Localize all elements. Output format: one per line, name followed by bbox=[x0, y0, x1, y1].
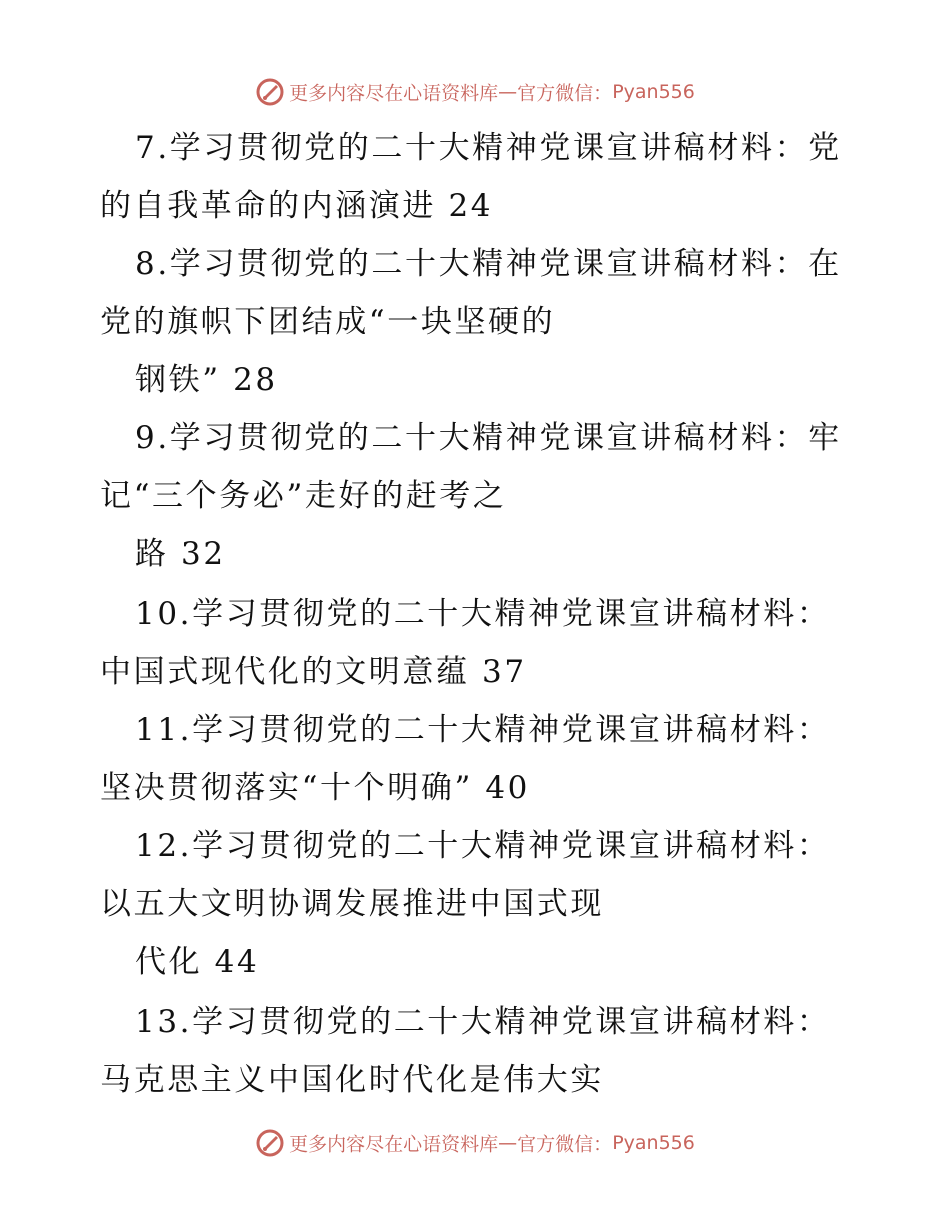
toc-entry-7-title: 7.学习贯彻党的二十大精神党课宣讲稿材料：党 bbox=[135, 130, 842, 166]
toc-entry-12-continuation: 以五大文明协调发展推进中国式现 bbox=[100, 886, 604, 922]
watermark-dash: — bbox=[498, 81, 518, 103]
toc-entry-13-title: 13.学习贯彻党的二十大精神党课宣讲稿材料： bbox=[135, 1004, 831, 1040]
toc-entry-9-title: 9.学习贯彻党的二十大精神党课宣讲稿材料：牢 bbox=[135, 420, 842, 456]
watermark-dash: — bbox=[498, 1132, 518, 1154]
toc-entry-7-continuation: 的自我革命的内涵演进 24 bbox=[100, 188, 494, 224]
watermark-official-label: 官方微信： bbox=[517, 1133, 613, 1156]
toc-entry-13-continuation: 马克思主义中国化时代化是伟大实 bbox=[100, 1062, 604, 1098]
toc-entry-11-title: 11.学习贯彻党的二十大精神党课宣讲稿材料： bbox=[135, 712, 831, 748]
watermark-text: 更多内容尽在心语资料库 bbox=[289, 82, 499, 105]
toc-entry-8-page: 钢铁” 28 bbox=[135, 362, 278, 398]
watermark-wechat-id: Pyan556 bbox=[612, 1132, 695, 1154]
watermark-wechat-id: Pyan556 bbox=[612, 81, 695, 103]
toc-entry-10-continuation: 中国式现代化的文明意蕴 37 bbox=[100, 654, 527, 690]
brand-logo-icon bbox=[255, 1128, 285, 1158]
watermark-official-label: 官方微信： bbox=[517, 82, 613, 105]
watermark-text: 更多内容尽在心语资料库 bbox=[289, 1133, 499, 1156]
toc-entry-11-continuation: 坚决贯彻落实“十个明确” 40 bbox=[100, 770, 530, 806]
toc-entry-9-continuation: 记“三个务必”走好的赶考之 bbox=[100, 478, 507, 514]
toc-entry-9-page: 路 32 bbox=[135, 536, 226, 572]
toc-entry-10-title: 10.学习贯彻党的二十大精神党课宣讲稿材料： bbox=[135, 596, 831, 632]
toc-entry-12-title: 12.学习贯彻党的二十大精神党课宣讲稿材料： bbox=[135, 828, 831, 864]
footer-watermark bbox=[0, 1128, 950, 1158]
toc-entry-8-continuation: 党的旗帜下团结成“一块坚硬的 bbox=[100, 304, 556, 340]
toc-entry-8-title: 8.学习贯彻党的二十大精神党课宣讲稿材料：在 bbox=[135, 246, 842, 282]
toc-entry-12-page: 代化 44 bbox=[135, 944, 260, 980]
